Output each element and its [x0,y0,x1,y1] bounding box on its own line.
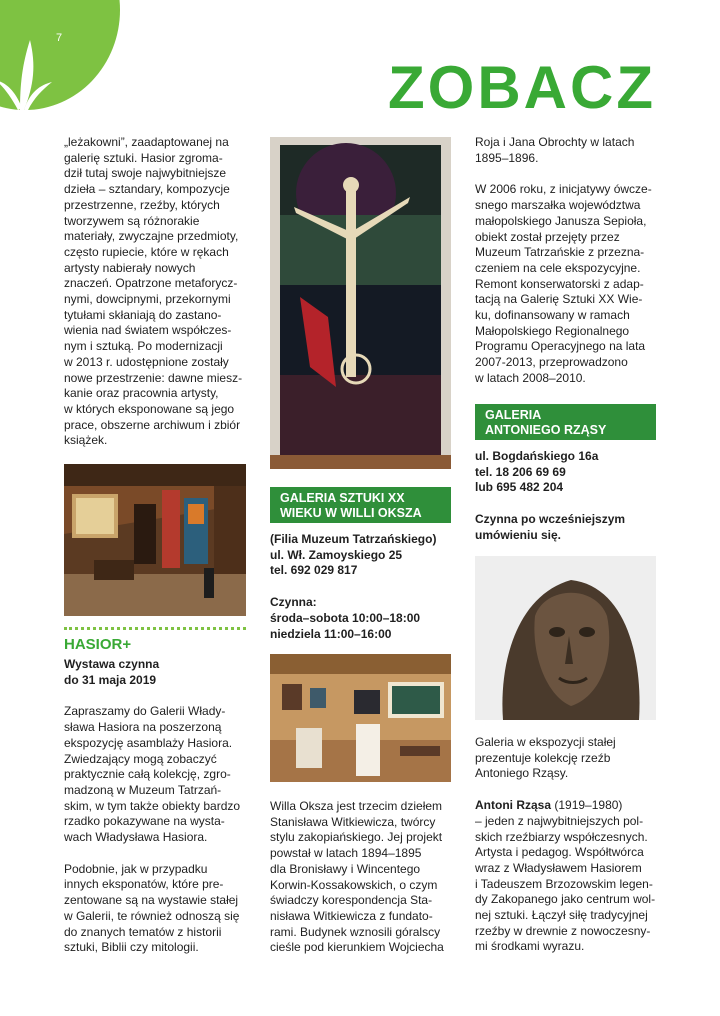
hasior-paragraph-1: Zapraszamy do Galerii Włady- sława Hasiora na poszerzoną ekspozycję asamblaży Hasiora. Zwiedzający mogą zobaczyć praktycznie całą kolekcję, zgro- madzoną w Muzeum Tatrzań- skim, w tym także obiekty bardzo rzadko pokazywane na wysta- wach Władysława Hasiora. [64,704,241,845]
hasior-dates: Wystawa czynna do 31 maja 2019 [64,657,160,687]
wooden-sculpture-photo [475,556,656,720]
column-1-intro [64,135,246,449]
rzasa-address: ul. Bogdańskiego 16a tel. 18 206 69 69 lub 695 482 204 [475,449,599,495]
oksza-gallery-heading: GALERIA SZTUKI XX WIEKU W WILLI OKSZA [270,487,451,523]
intro-paragraph: „leżakowni”, zaadaptowanej na galerię sztuki. Hasior zgroma- dził tutaj swoje najwybitniejsze dzieła – sztandary, kompozycje przestrzenne, rzeźby, których tworzywem są różnorakie materiały, zwyczajne przedmioty, często rupiecie, które w rękach artysty nabierały nowych znaczeń. Opatrzone metaforycz- nymi, dowcipnymi, przekornymi tytułami skłaniają do zastano- wienia nad światem współczes- nym i sztuką. Po modernizacji w 2013 r. udostępnione zostały nowe przestrzenie: dawne miesz- kanie oraz pracownia artysty, w których eksponowane są jego prace, obszerne archiwum i zbiór książek. [64,135,243,448]
oksza-hours: Czynna: środa–sobota 10:00–18:00 niedziela 11:00–16:00 [270,595,421,641]
sculpture-caption: Galeria w ekspozycji stałej prezentuje kolekcję rzeźb Antoniego Rząsy. [475,735,616,781]
page-title: ZOBACZ [388,54,656,121]
section-divider [64,627,246,630]
oksza-address: (Filia Muzeum Tatrzańskiego) ul. Wł. Zamoyskiego 25 tel. 692 029 817 [270,532,437,578]
page-number: 7 [56,32,63,44]
rzasa-biography [475,798,657,955]
oksza-history-continued: Roja i Jana Obrochty w latach 1895–1896. [475,135,635,165]
oksza-interior-photo [270,654,451,782]
leaf-logo-icon [0,30,63,120]
column-2-info [270,532,452,642]
column-3-text [475,135,657,387]
column-3-bio [475,735,657,955]
gallery-interior-photo [64,464,246,616]
rzasa-hours: Czynna po wcześniejszym umówieniu się. [475,512,626,542]
hasior-title: HASIOR+ [64,636,132,653]
renovation-paragraph: W 2006 roku, z inicjatywy ówcze- snego marszałka województwa małopolskiego Janusza Sepioła, obiekt został przejęty przez Muzeum Tatrzańskie z przezna- czeniem na cele ekspozycyjne. Remont konserwatorski z adap- tacją na Galerię Sztuki XX Wie- ku, dofinansowany w ramach Małopolskiego Regionalnego Programu Operacyjnego na lata 2007-2013, przeprowadzono w latach 2008–2010. [475,182,652,385]
column-1-hasior [64,657,246,956]
rzasa-years: (1919–1980) [551,798,623,813]
rzasa-gallery-heading: GALERIA ANTONIEGO RZĄSY [475,404,656,440]
oksza-history: Willa Oksza jest trzecim dziełem Stanisława Witkiewicza, twórcy stylu zakopiańskiego. Jej projekt powstał w latach 1894–1895 dla Bronisławy i Wincentego Korwin-Kossakowskich, o czym świadczy korespondencja Sta- nisława Witkiewicza z fundato- rami. Budynek wznosili góralscy cieśle pod kierunkiem Wojciecha [270,799,444,955]
column-2-body [270,799,452,956]
rzasa-bio-text: – jeden z najwybitniejszych pol- skich rzeźbiarzy współczesnych. Artysta i pedagog. Współtwórca wraz z Władysławem Hasiorem i Tadeuszem Brzozowskim legen- dy Zakopanego jako centrum wol- nej sztuki. Łączył siłę tradycyjnej rzeźby w drewnie z nowoczesny- mi środkami wyrazu. [475,813,656,954]
column-3-info [475,449,657,544]
rzasa-name: Antoni Rząsa [475,798,552,813]
tapestry-artwork-photo [270,137,451,469]
hasior-paragraph-2: Podobnie, jak w przypadku innych eksponatów, które pre- zentowane są na wystawie stałej w Galerii, te również odnoszą się do znanych tematów z historii sztuki, Biblii czy mitologii. [64,861,240,955]
